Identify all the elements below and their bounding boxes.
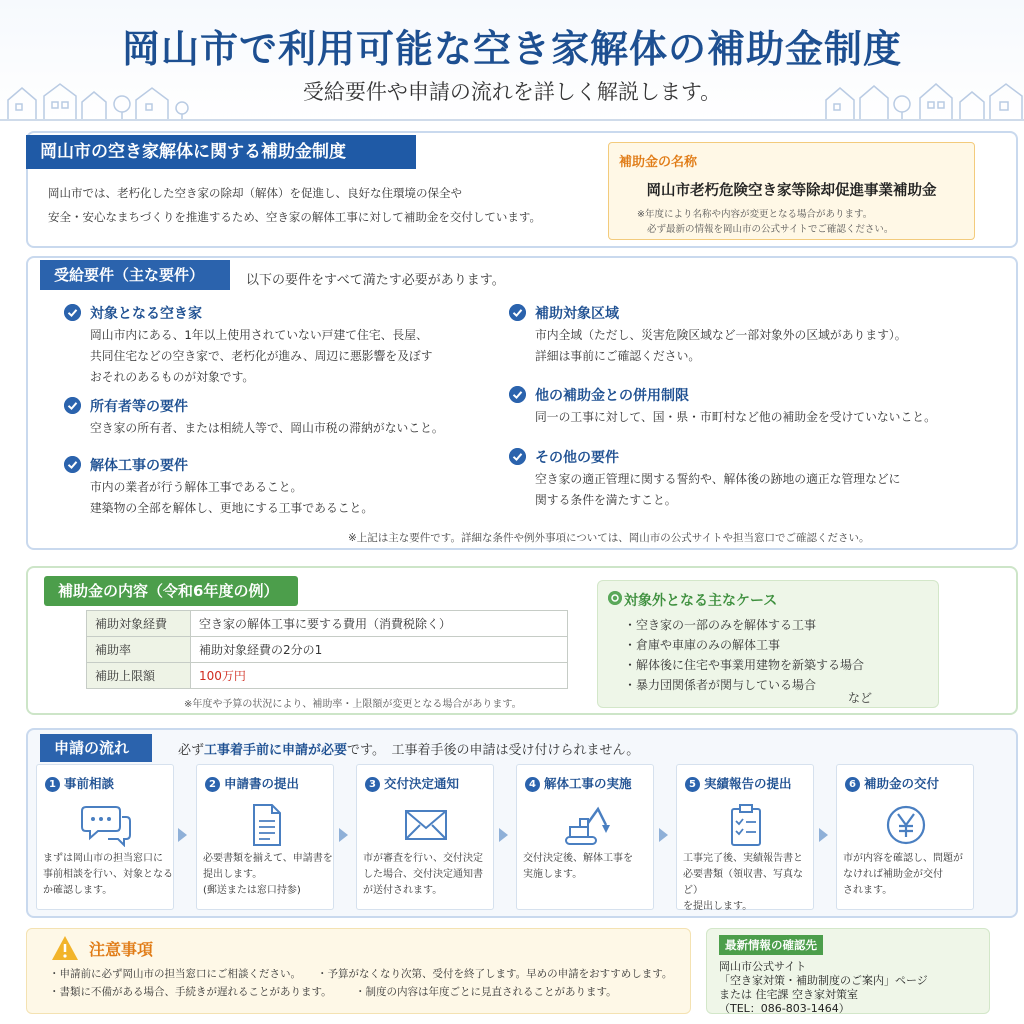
check-icon xyxy=(64,397,81,414)
contact-phone: （TEL：086-803-1464） xyxy=(719,1002,850,1015)
warning-icon xyxy=(51,935,79,961)
page-subtitle: 受給要件や申請の流れを詳しく解説します。 xyxy=(302,80,722,104)
amount-note: ※年度や予算の状況により、補助率・上限額が変更となる場合があります。 xyxy=(184,699,522,710)
amount-heading: 補助金の内容（令和6年度の例） xyxy=(44,576,298,606)
contact-line: 「空き家対策・補助制度のご案内」ページ xyxy=(719,974,928,987)
exclusions-box xyxy=(597,580,939,708)
caution-item: ・申請前に必ず岡山市の担当窓口にご相談ください。 xyxy=(49,968,301,980)
table-row: 補助対象経費 空き家の解体工事に要する費用（消費税除く） xyxy=(87,611,568,637)
exclusions-list xyxy=(624,615,864,695)
envelope-icon xyxy=(400,803,452,847)
document-icon xyxy=(240,803,292,847)
list-item: ・空き家の一部のみを解体する工事 xyxy=(624,618,817,632)
check-icon xyxy=(509,386,526,403)
list-item: ・倉庫や車庫のみの解体工事 xyxy=(624,638,781,652)
excavator-icon xyxy=(560,803,612,847)
flow-step: 5 実績報告の提出 工事完了後、実績報告書と 必要書類（領収書、写真など） を提出します。 xyxy=(676,764,814,910)
check-icon xyxy=(509,448,526,465)
page-header xyxy=(0,0,1024,122)
subsidy-name-value: 岡山市老朽危険空き家等除却促進事業補助金 xyxy=(646,183,937,199)
exclusions-title: 対象外となる主なケース xyxy=(624,593,778,609)
requirements-heading: 受給要件（主な要件） xyxy=(40,260,230,290)
list-item: ・暴力団関係者が関与している場合 xyxy=(624,678,817,692)
flow-step: 4 解体工事の実施 交付決定後、解体工事を 実施します。 xyxy=(516,764,654,910)
flow-intro: 必ず工事着手前に申請が必要です。 工事着手後の申請は受け付けられません。 xyxy=(178,743,640,758)
flow-arrow xyxy=(339,828,348,842)
contact-line: または 住宅課 空き家対策室 xyxy=(719,988,858,1001)
header-divider xyxy=(0,119,1024,121)
check-icon xyxy=(509,304,526,321)
amount-table xyxy=(86,610,568,689)
check-icon xyxy=(64,456,81,473)
flow-arrow xyxy=(178,828,187,842)
requirements-note: ※上記は主な要件です。詳細な条件や例外事項については、岡山市の公式サイトや担当窓口でご確認ください。 xyxy=(348,532,870,544)
check-icon xyxy=(64,304,81,321)
house-illustration xyxy=(820,78,1024,120)
requirements-intro: 以下の要件をすべて満たす必要があります。 xyxy=(246,273,505,288)
flow-step: 3 交付決定通知 市が審査を行い、交付決定 した場合、交付決定通知書 が送付されます。 xyxy=(356,764,494,910)
caution-heading: 注意事項 xyxy=(89,940,154,959)
flow-arrow xyxy=(819,828,828,842)
gear-icon xyxy=(608,591,622,605)
overview-heading: 岡山市の空き家解体に関する補助金制度 xyxy=(26,135,416,169)
subsidy-name-label: 補助金の名称 xyxy=(619,155,698,170)
page-title: 岡山市で利用可能な空き家解体の補助金制度 xyxy=(121,27,902,71)
flow-heading: 申請の流れ xyxy=(40,734,152,762)
overview-description: 岡山市では、老朽化した空き家の除却（解体）を促進し、良好な住環境の保全や 安全・安心なまちづくりを推進するため、空き家の解体工事に対して補助金を交付しています。 xyxy=(48,186,541,224)
exclusions-etc: など xyxy=(848,691,873,705)
overview-panel xyxy=(26,131,1018,248)
subsidy-name-box xyxy=(608,142,975,240)
yen-icon xyxy=(880,803,932,847)
subsidy-name-note: ※年度により名称や内容が変更となる場合があります。 必ず最新の情報を岡山市の公式サイトでご確認ください。 xyxy=(637,209,894,235)
amount-panel xyxy=(26,566,1018,715)
flow-step: 2 申請書の提出 必要書類を揃えて、申請書を 提出します。 (郵送または窓口持参) xyxy=(196,764,334,910)
speech-bubble-icon xyxy=(80,803,132,847)
flow-step: 6 補助金の交付 市が内容を確認し、問題が なければ補助金が交付 されます。 xyxy=(836,764,974,910)
contact-line: 岡山市公式サイト xyxy=(719,960,807,973)
flow-arrow xyxy=(659,828,668,842)
requirements-panel: 受給要件（主な要件） 以下の要件をすべて満たす必要があります。 対象となる空き家 岡山市内にある、1年以上使用されていない戸建て住宅、長屋、 共同住宅などの空き家で、老朽化が進み、周辺に悪影響を及ぼす おそれのあるものが対象です。 所有者等の要件 空き家の所有者、または相続人等で、岡山市税の滞納がないこと。 解体工事の要件 市内の業者が行う解体工事であること。 建築物の全部を解体し、更地にする工事であること。 補助対象区域 市内全域（ただし、災害危険区域など一部対象外の区域があります）。 詳細は事前にご確認ください。 他の補助金との併用制限 同一の工事に対して、国・県・市町村など他の補助金を受けていないこと。 その他の要件 空き家の適正管理に関する誓約や、解体後の跡地の適正な管理などに 関する条件を満たすこと。 ※上記は主な要件です。詳細な条件や例外事項については、岡山市の公式サイトや担当窓口でご確認ください。 xyxy=(26,256,1018,550)
caution-item: ・制度の内容は年度ごとに見直されることがあります。 xyxy=(355,986,617,998)
flow-arrow xyxy=(499,828,508,842)
flow-panel xyxy=(26,728,1018,918)
caution-item: ・書類に不備がある場合、手続きが遅れることがあります。 xyxy=(49,986,332,998)
table-row: 補助率 補助対象経費の2分の1 xyxy=(87,637,568,663)
contact-heading: 最新情報の確認先 xyxy=(719,935,823,955)
caution-item: ・予算がなくなり次第、受付を終了します。早めの申請をおすすめします。 xyxy=(317,968,673,980)
contact-panel xyxy=(706,928,990,1014)
list-item: ・解体後に住宅や事業用建物を新築する場合 xyxy=(624,658,865,672)
caution-panel xyxy=(26,928,691,1014)
clipboard-icon xyxy=(720,803,772,847)
flow-step: 1 事前相談 まずは岡山市の担当窓口に 事前相談を行い、対象となる か確認します。 xyxy=(36,764,174,910)
table-row: 補助上限額 100万円 xyxy=(87,663,568,689)
